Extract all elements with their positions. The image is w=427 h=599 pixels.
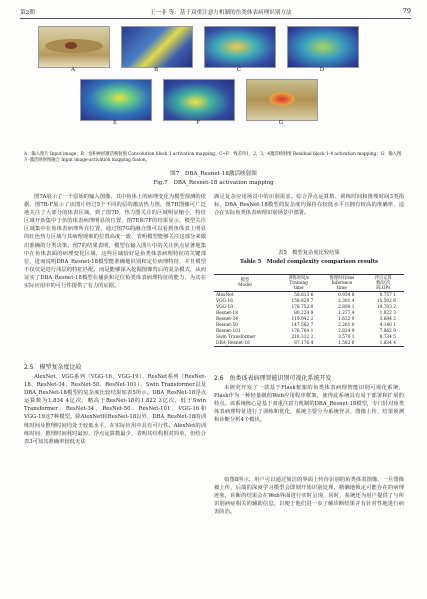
panel-label-a: A xyxy=(71,67,75,73)
cell: 19.703 2 xyxy=(376,304,396,310)
cell: 7.862 9 xyxy=(379,328,396,334)
cell: 119.942 2 xyxy=(291,316,314,322)
header-flops: 浮点运算 数/亿次 FLOPs xyxy=(374,275,392,291)
right-paragraph-1 xyxy=(214,193,404,242)
header-inference-time: 推理时间/ms Inference time xyxy=(329,275,355,291)
cell: 176.764 1 xyxy=(291,328,314,334)
running-title: 王一非 等：基于双重注意力机制的鱼类体表病理识别方法 xyxy=(150,10,292,16)
cell: 218.312 2 xyxy=(291,334,314,340)
page-header xyxy=(20,6,411,19)
paragraph-text: 如图8所示，用户可以通过简洁的界面上传待识别的鱼类体表图像，一旦图像被上传，后端的深度学习模型会即刻开始识别处理，精确地锁定可能存在的病理迹象，诊断的结果会在Web界面进行实时呈现，同时，系统还为用户提供了与所识别病症相关的辅助信息，以便于他们进一步了解诊断结果并有针对性地进行病害防治。 xyxy=(214,477,404,516)
cell: Resnet-18 xyxy=(216,310,238,316)
cell: 2.301 4 xyxy=(338,298,355,304)
cell: 3.684 2 xyxy=(379,316,396,322)
figure-caption: A：输入图片 Input image；B：卷积神经激活映射图 Convolution block 1 activation mapping；C~F：残差块1，2，3，4激活映射图 Residual block 1-4 activation mapping；G：输入图片-激活映射图融合 Input image-activation mapping fusion。 xyxy=(24,152,402,163)
panel-label-b: B xyxy=(153,67,159,73)
section-2-5-heading: 2.5 模型复杂度比较 xyxy=(24,364,82,371)
cell: Resnet-50 xyxy=(216,322,238,328)
cell: 1.822 3 xyxy=(379,310,396,316)
cell: 158.829 7 xyxy=(291,298,314,304)
cell: 1.834 4 xyxy=(379,340,396,346)
paragraph-text: 本研究开发了一款基于Flask框架的鱼类体表病理智能识别可视化系统，Flask作为一种轻量级的Web应用程序框架，使得此系统具有易于部署和扩展的特点。该系统核心是基于双重注意力机制的DBA_Resnet-18模型，专门针对鱼类体表病理特征进行了训练和优化，系统主要分为系统登录、图像上传、结果预测和诊断分析4个模块。 xyxy=(214,385,404,424)
figure-title-cn: 图7 DBA_Resnet-18激活映射图 xyxy=(170,171,257,177)
table-row xyxy=(214,340,404,347)
figure-7 xyxy=(38,26,378,144)
figure-title-en: Fig.7 DBA_Resnet-18 activation mapping xyxy=(153,180,274,186)
cell: AlexNet xyxy=(216,292,234,298)
panel-label-e: E xyxy=(112,120,117,126)
cell: 4.140 1 xyxy=(379,322,396,328)
section-2-6-heading: 2.6 鱼类体表病理智能识别可视化系统开发 xyxy=(214,375,332,382)
input-image-panel xyxy=(38,26,110,68)
cell: 8.734 5 xyxy=(379,334,396,340)
cell: 0.757 1 xyxy=(379,292,396,298)
left-paragraph-1 xyxy=(24,193,206,355)
cell: VGG-16 xyxy=(216,298,233,304)
cell: Resnet-101 xyxy=(216,328,241,334)
cell: 87.176 4 xyxy=(294,340,314,346)
cell: Swin Transformer xyxy=(216,334,256,340)
cell: 2.261 0 xyxy=(338,322,355,328)
left-paragraph-2 xyxy=(24,373,206,591)
panel-label-f: F xyxy=(196,120,200,126)
panel-label-g: G xyxy=(278,120,284,126)
table-title-cn: 表5 模型复杂度比较结果 xyxy=(278,250,340,256)
cell: VGG-19 xyxy=(216,304,233,310)
residual2-activation-panel xyxy=(287,26,359,68)
residual4-activation-panel xyxy=(163,79,235,121)
paragraph-text: 满足复杂应用场景中的识别需求。综合浮点运算数、训练时间和推理时间3类指标，DBA_ResNet-18模型的复杂度均保持在较低水平且拥有较高的准确率，适合在实际鱼类体表病理识别场景中部署。 xyxy=(214,194,404,217)
cell: 1.277 4 xyxy=(338,310,355,316)
cell: 2.800 1 xyxy=(338,304,355,310)
right-paragraph-3 xyxy=(214,476,404,592)
table-title-en: Table 5 Model complexity comparison results xyxy=(239,259,379,265)
cell: 1.632 9 xyxy=(338,316,355,322)
page-number: 79 xyxy=(402,7,411,15)
right-paragraph-2 xyxy=(214,384,404,474)
cell: DBA_Resnet-18 xyxy=(216,340,250,346)
paragraph-text: AlexNet、VGG系列（VGG-16、VGG-19）、ResNet系列（ResNet-18、ResNet-34、ResNet-50、ResNet-101）、Swin Transformer以及DBA_ResNet-18模型的复杂度比较结果如表5所示。DBA_ResNet-18浮点运算数为1.834 4亿次，略高于ResNet-18的1.822 3亿次，低于Swin Transformer、ResNet-34、ResNet-50、ResNet-101、VGG-16和VGG-19这7种模型。除AlexNet和ResNet-18以外，DBA_ResNet-18的训练时间及推理时间均处于较低水平，在实际应用中具有可行性。AlexNet的训练时间、推理时间耗时最短，浮点运算数最少，表明其结构相对简单，但结合表3可知其准确率较低无法 xyxy=(24,374,206,445)
cell: 80.224 9 xyxy=(294,310,314,316)
residual1-activation-panel xyxy=(204,26,276,68)
table-header-row xyxy=(214,275,404,292)
conv1-activation-panel xyxy=(121,26,193,68)
cell: 1.582 6 xyxy=(338,340,355,346)
cell: 58.813 6 xyxy=(294,292,314,298)
cell: Resnet-34 xyxy=(216,316,238,322)
paragraph-text: 图7A展示了一个原始的输入图像，其中鱼体上的病理变化为模型预测的依据。图7B-F展示了该图片经过5个不同的层的激活热力图，图7H图像可广泛地关注了大部分的体表区域，到了图7D，热力图关注的区域明显缩小，特征区域开始集中于鱼的体表病理明显的位置，图7E和7F的结果显示，模型关注区域集中在鱼体表病理所在位置，通过图7G的融合图可以看到鱼体表上明显的红色热力区域与其病理现象的位置高度一致，表明模型能够关注这部分来做出准确的分类决策。图7的结果表明，模型在输入图片中的关注焦点显著地集中在鱼体表面的病理变化区域，这些区域恰好是鱼类体表病理特征的关键部位，进而说明DBA_Resnet-18模型能准确地识别和定位病理特征，并且模型不仅仅是进行浅层的特征匹配，而是能够深入挖掘图像背后的复杂模式，从而证实了DBA_Resnet-18模型在捕获和定位鱼类体表病理特征的能力，为其在实际应用中的可行性提供了有力的证据。 xyxy=(24,194,206,290)
issue-number: 第2期 xyxy=(20,10,35,16)
header-training-time: 训练时间/s Training time xyxy=(288,275,310,291)
cell: 3.570 1 xyxy=(338,334,355,340)
panel-label-d: D xyxy=(319,67,325,73)
cell: 2.824 9 xyxy=(338,328,355,334)
cell: 178.752 0 xyxy=(291,304,314,310)
fusion-panel xyxy=(246,79,318,121)
residual3-activation-panel xyxy=(80,79,152,121)
cell: 15.502 6 xyxy=(376,298,396,304)
panel-label-c: C xyxy=(236,67,242,73)
complexity-table xyxy=(214,274,404,347)
cell: 0.934 8 xyxy=(338,292,355,298)
header-model: 模型 Model xyxy=(238,278,252,288)
cell: 147.562 7 xyxy=(291,322,314,328)
